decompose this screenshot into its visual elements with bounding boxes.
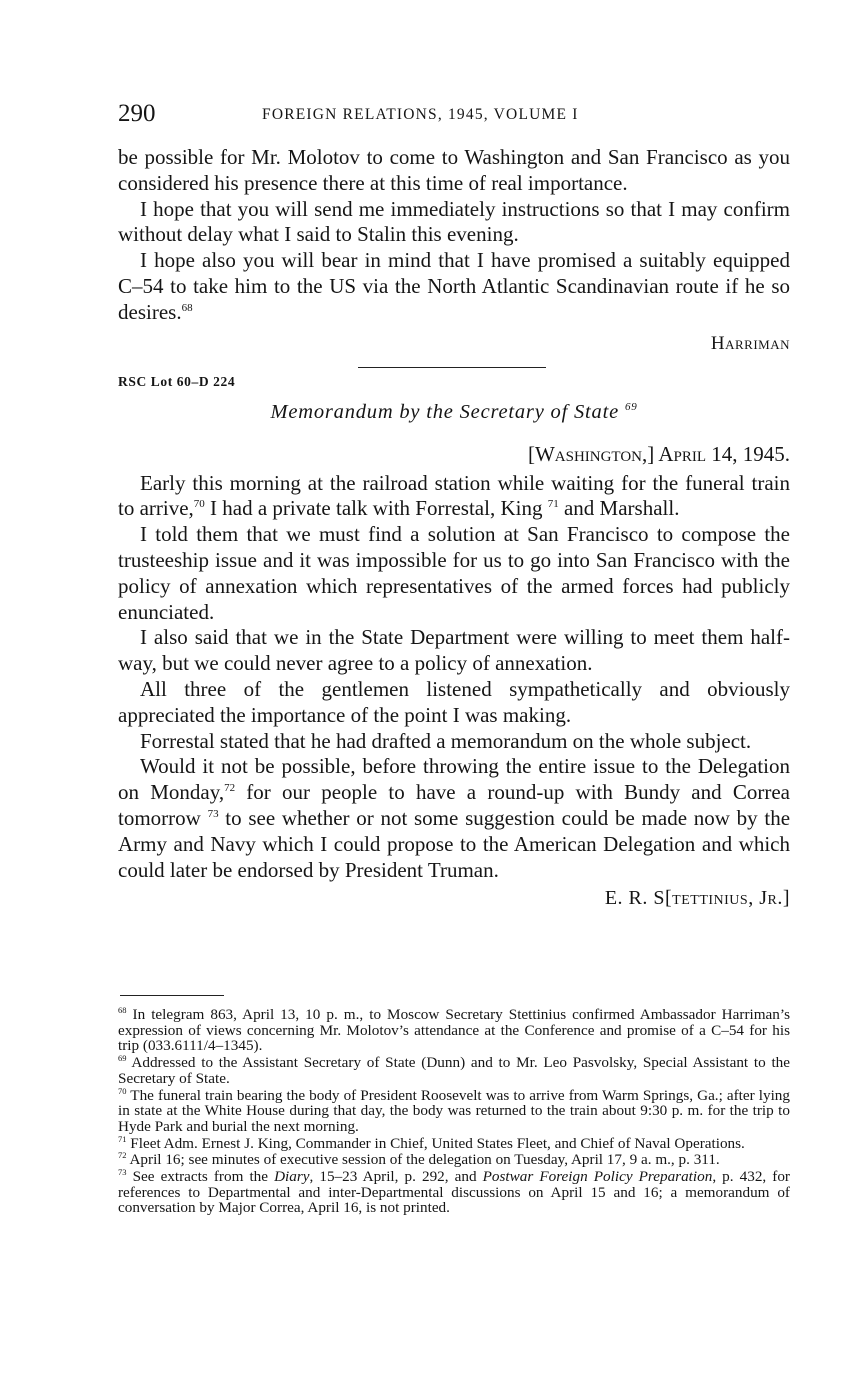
body-paragraph: I told them that we must find a solution at San Francisco to compose the trusteeship issue and it was impossible for us to go into San Francisco with the policy of annexation which representatives of the armed forces had publicly enunciated. [118,522,790,624]
signature-stettinius: E. R. S[tettinius, Jr.] [604,887,790,910]
footnote-number: 73 [118,1166,127,1177]
footnote-ref: 70 [193,498,205,511]
page-header [118,96,790,130]
body-paragraph [118,248,790,325]
body-paragraph: Forrestal stated that he had drafted a memorandum on the whole subject. [140,728,752,753]
paragraph-text: I hope also you will bear in mind that I have promised a suitably equipped C–54 to take him to the US via the North Atlantic Scandinavian route if he so desires. [118,248,790,324]
footnote: $^{69}$ Addressed to the Assistant Secretary of State (Dunn) and to Mr. Leo Pasvolsky, Special Assistant to the Secretary of State. [118,1053,790,1087]
dateline: [Washington,] April 14, 1945. [527,441,790,466]
footnotes [118,1004,791,1217]
harriman-telegram-continuation [118,145,790,356]
footnote-number: 69 [118,1053,127,1064]
footnote-number: 71 [118,1133,127,1144]
signature-harriman: Harriman [710,332,790,354]
footnote: $^{68}$ In telegram 863, April 13, 10 p. m., to Moscow Secretary Stettinius confirmed Ambassador Harriman’s expression of views concerning Mr. Molotov’s attendance at the Conference and promise of a C–54 for his trip (033.6111/4–1345). [118,1004,791,1055]
body-paragraph: I hope that you will send me immediately instructions so that I may confirm without delay what I said to Stalin this evening. [118,196,790,247]
body-paragraph: be possible for Mr. Molotov to come to Washington and San Francisco as you considered his presence there at this time of real importance. [118,145,790,195]
body-paragraph: I also said that we in the State Department were willing to meet them half-way, but we could never agree to a policy of annexation. [118,625,790,676]
footnote-ref: 68 [181,301,193,314]
section-divider [358,367,546,368]
footnote: $^{70}$ The funeral train bearing the body of President Roosevelt was to arrive from Warm Springs, Ga.; after lying in state at the White House during that day, the body was returned to the train about 9:30 p. m. for the trip to Hyde Park and burial the next morning. [118,1085,790,1135]
body-paragraph: All three of the gentlemen listened sympathetically and obviously appreciated the importance of the point I was making. [118,676,790,727]
footnote-number: 70 [118,1085,127,1096]
footnote-number: 68 [118,1004,127,1015]
body-paragraph: Early this morning at the railroad station while waiting for the funeral train to arrive,$^{70}$ I had a private talk with Forrestal, King $^{71}$ and Marshall. [118,470,790,521]
footnote-ref: 72 [224,782,236,795]
source-reference: RSC Lot 60–D 224 [118,374,236,389]
body-paragraph: Would it not be possible, before throwing the entire issue to the Delegation on Monday,$^{72}$ for our people to have a round-up with Bundy and Correa tomorrow $^{73}$ to see whether or not some suggestion could be made now by the Army and Navy which I could propose to the American Delegation and which could later be endorsed by President Truman. [118,754,791,882]
footnote-rule [120,995,224,996]
footnote: $^{72}$ April 16; see minutes of executive session of the delegation on Tuesday, April 17, 9 a. m., p. 311. [118,1150,720,1169]
page-number: 290 [118,100,156,127]
footnote-ref: 71 [547,498,559,511]
footnote: $^{71}$ Fleet Adm. Ernest J. King, Commander in Chief, United States Fleet, and Chief of Naval Operations. [118,1133,745,1152]
running-head: FOREIGN RELATIONS, 1945, VOLUME I [262,106,579,123]
memorandum-title: Memorandum by the Secretary of State $^{69}$ [270,401,638,423]
memorandum [118,374,790,912]
footnote-ref: 69 [624,401,638,414]
footnote-ref: 73 [207,807,219,820]
footnote-number: 72 [118,1150,127,1161]
footnote: $^{73}$ See extracts from the Diary, 15–23 April, p. 292, and Postwar Foreign Policy Preparation, p. 432, for references to Departmental and inter-Departmental discussions on April 15 and 16; a memorandum of conversation by Major Correa, April 16, is not printed. [118,1166,790,1217]
